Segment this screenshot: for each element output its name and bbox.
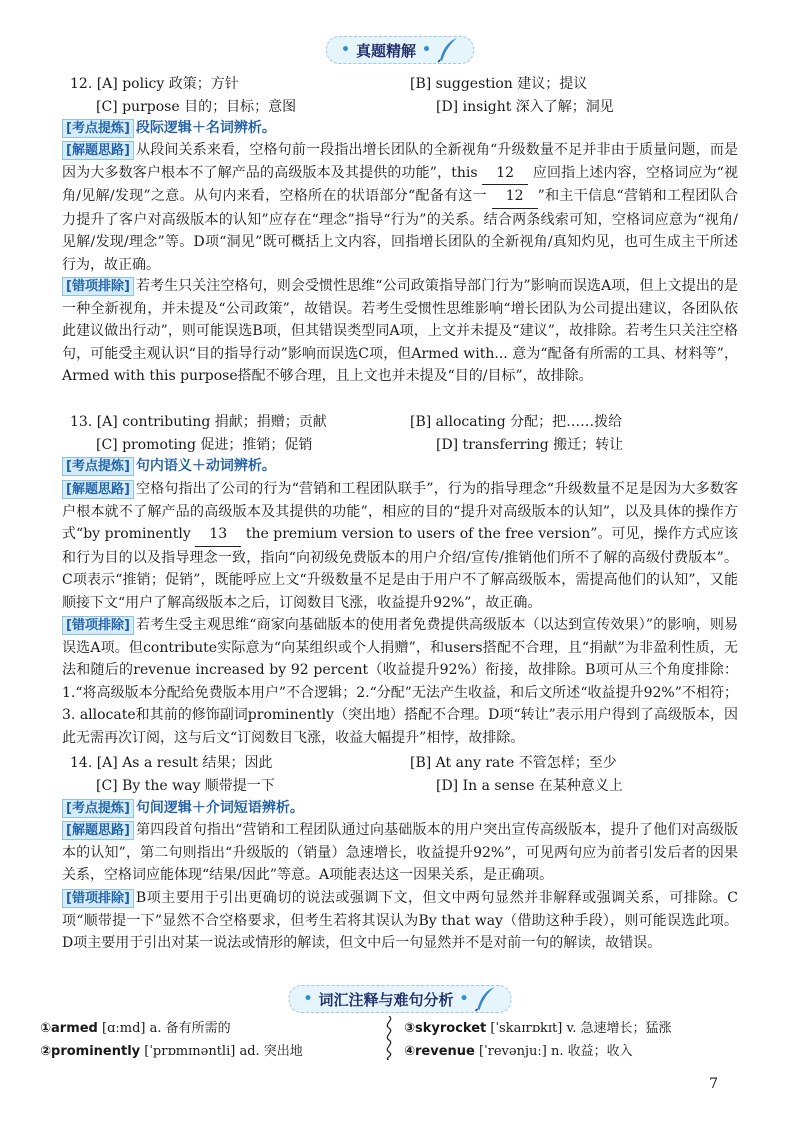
q13-option-b: [B] allocating 分配；把……拨给 (410, 414, 623, 430)
q12-options-row1 (70, 74, 770, 94)
vocab-word: ②prominently (40, 1044, 141, 1059)
vocab-definition: [ˈrevənjuː] n. 收益；收入 (474, 1044, 633, 1059)
q13-solution-text-1: 空格句指出了公司的行为“营销和工程团队联手”，行为的指导理念“升级数量不足是因为大多数客户根本就不了解产品的高级版本及其提供的功能”，相应的目的“提升对高级版本的认知”，以及具体的操作方式“by prominently (62, 481, 738, 543)
q13-options-row1 (70, 412, 770, 432)
q14-option-d: [D] In a sense 在某种意义上 (436, 778, 623, 794)
bullet-dot-icon: • (303, 991, 313, 1007)
keypoint-tag: [考点提炼] (62, 799, 134, 818)
quill-pen-icon (437, 37, 459, 63)
vocab-list (40, 1018, 760, 1066)
vocab-item (404, 1041, 633, 1063)
vocab-definition: [ˈprɒmɪnəntli] ad. 突出地 (140, 1044, 303, 1059)
vocab-section-banner (289, 985, 512, 1013)
q14-option-c: [C] By the way 顺带提一下 (96, 778, 275, 794)
q13-elimination-text: 若考生受主观思维“商家向基础版本的使用者免费提供高级版本（以达到宣传效果）”的影响，则易误选A项。但contribute实际意为“向某组织或个人捐赠”，和users搭配不合理，且“捐献”为非盈利性质，无法和随后的revenue increased by 92 percent（收益提升92%）衔接，故排除。B项可从三个角度排除：1.“将高级版本分配给免费版本用户”不合逻辑；2.“分配”无法产生收益，和后文所述“收益提升92%”不相符；3. allocate和其前的修饰副词prominently（突出地）搭配不合理。D项“转让”表示用户得到了高级版本，因此无需再次订阅，这与后文“订阅数目飞涨，收益大幅提升”相悖，故排除。 (62, 617, 738, 746)
bullet-dot-icon: • (422, 42, 431, 58)
q13-options-row2 (70, 435, 770, 455)
q13-keypoint (62, 456, 762, 476)
q13-option-d: [D] transferring 搬迁；转让 (436, 437, 624, 453)
q13-solution-text-2: the premium version to users of the free version”。可见，操作方式应该和行为目的以及指导理念一致，指向“向初级免费版本的用户介绍/宣传/推销他们所不了解的高级付费版本”。C项表示“推销；促销”，既能呼应上文“升级数量不足是由于用户不了解高级版本，需提高他们的认知”，又能顺接下文“用户了解高级版本之后，订阅数目飞涨，收益提升92%”，故正确。 (62, 526, 738, 611)
spring-coil-icon (383, 1016, 395, 1060)
q14-keypoint-text: 句间逻辑＋介词短语辨析。 (135, 800, 304, 816)
q13-solution-paragraph (62, 478, 738, 615)
q12-option-b: [B] suggestion 建议；提议 (410, 76, 588, 92)
q14-option-a: 14. [A] As a result 结果；因此 (70, 755, 273, 771)
q12-keypoint (62, 118, 762, 138)
keypoint-tag: [考点提炼] (62, 457, 134, 476)
q12-elimination-text: 若考生只关注空格句，则会受惯性思维“公司政策指导部门行为”影响而误选A项，但上文提出的是一种全新视角，并未提及“公司政策”，故错误。若考生受惯性思维影响“增长团队为公司提出建议，各团队依此建议做出行动”，则可能误选B项，但其错误类型同A项，上文并未提及“建议”，故排除。若考生只关注空格句，可能受主观认识“目的指导行动”影响而误选C项，但Armed with... 意为“配备有所需的工具、材料等”，Armed with this purpose搭配不够合理，且上文也并未提及“目的/目标”，故排除。 (62, 278, 738, 385)
q14-elimination-text: B项主要用于引出更确切的说法或强调下文，但文中两句显然并非解释或强调关系，可排除。C项“顺带提一下”显然不合空格要求，但考生若将其误认为By that way（借助这种手段），则可能误选此项。D项主要用于引出对某一说法或情形的解读，但文中后一句显然并不是对前一句的解读，故错误。 (62, 890, 738, 952)
vocab-item (404, 1018, 672, 1040)
q14-option-b: [B] At any rate 不管怎样；至少 (410, 755, 617, 771)
elimination-tag: [错项排除] (62, 889, 134, 908)
q12-solution-text-2: 应回指上述内容，空格词应为“视角/见解/发现”之意。从句内来看，空格所在的状语部分“配备有这一 (62, 164, 739, 205)
elimination-tag: [错项排除] (62, 277, 134, 296)
q14-solution-paragraph (62, 819, 738, 887)
vocab-word: ①armed (40, 1021, 98, 1036)
solution-tag: [解题思路] (62, 141, 134, 160)
q12-solution-text-3: ”和主干信息“营销和工程团队合力提升了客户对高级版本的认知”应存在“理念”指导“行为”的关系。结合两条线索可知，空格词应意为“视角/见解/发现/理念”等。D项“洞见”既可概括上文内容，回指增长团队的全新视角/真知灼见，也可生成主干所述行为，故正确。 (62, 188, 738, 273)
q13-option-c: [C] promoting 促进；推销；促销 (96, 437, 313, 453)
bullet-dot-icon: • (341, 42, 350, 58)
q12-solution-text-1: 从段间关系来看，空格句前一段指出增长团队的全新视角“升级数量不足并非由于质量问题，而是因为大多数客户根本不了解产品的高级版本及其提供的功能”，this (62, 142, 738, 181)
elimination-tag: [错项排除] (62, 616, 134, 635)
answer-blank: 12 (482, 162, 528, 186)
q14-options-row1 (70, 753, 770, 773)
q12-options-row2 (70, 97, 770, 117)
vocab-item (40, 1018, 231, 1040)
q12-elimination-paragraph (62, 275, 738, 388)
q14-options-row2 (70, 776, 770, 796)
q13-elimination-paragraph (62, 614, 738, 750)
q12-keypoint-text: 段际逻辑＋名词辨析。 (135, 120, 276, 136)
vocab-item (40, 1041, 303, 1063)
page-number: 7 (709, 1076, 718, 1092)
vocab-definition: [ˈskaɪrɒkɪt] v. 急速增长；猛涨 (486, 1021, 672, 1036)
q14-keypoint (62, 798, 762, 818)
answer-blank: 12 (492, 185, 538, 209)
q14-solution-text: 第四段首句指出“营销和工程团队通过向基础版本的用户突出宣传高级版本，提升了他们对高级版本的认知”，第二句则指出“升级版的（销量）急速增长，收益提升92%”，可见两句应为前者引发后者的因果关系，空格词应能体现“结果/因此”等意。A项能表达这一因果关系，是正确项。 (62, 822, 738, 884)
vocab-section-title: 词汇注释与难句分析 (318, 990, 454, 1009)
vocab-word: ③skyrocket (404, 1021, 487, 1036)
q14-elimination-paragraph (62, 887, 738, 955)
answers-section-title: 真题精解 (355, 41, 417, 60)
q12-solution-paragraph (62, 139, 738, 277)
q12-option-a: 12. [A] policy 政策；方针 (70, 76, 239, 92)
q13-keypoint-text: 句内语义＋动词辨析。 (135, 458, 276, 474)
q13-option-a: 13. [A] contributing 捐献；捐赠；贡献 (70, 414, 327, 430)
answer-blank: 13 (195, 523, 241, 547)
vocab-word: ④revenue (404, 1044, 475, 1059)
vocab-definition: [ɑːmd] a. 备有所需的 (97, 1021, 231, 1036)
q12-option-c: [C] purpose 目的；目标；意图 (96, 99, 297, 115)
answers-section-banner (326, 36, 474, 64)
bullet-dot-icon: • (459, 991, 469, 1007)
solution-tag: [解题思路] (62, 480, 134, 499)
q12-option-d: [D] insight 深入了解；洞见 (436, 99, 614, 115)
solution-tag: [解题思路] (62, 821, 134, 840)
quill-pen-icon (474, 986, 496, 1012)
keypoint-tag: [考点提炼] (62, 119, 134, 138)
